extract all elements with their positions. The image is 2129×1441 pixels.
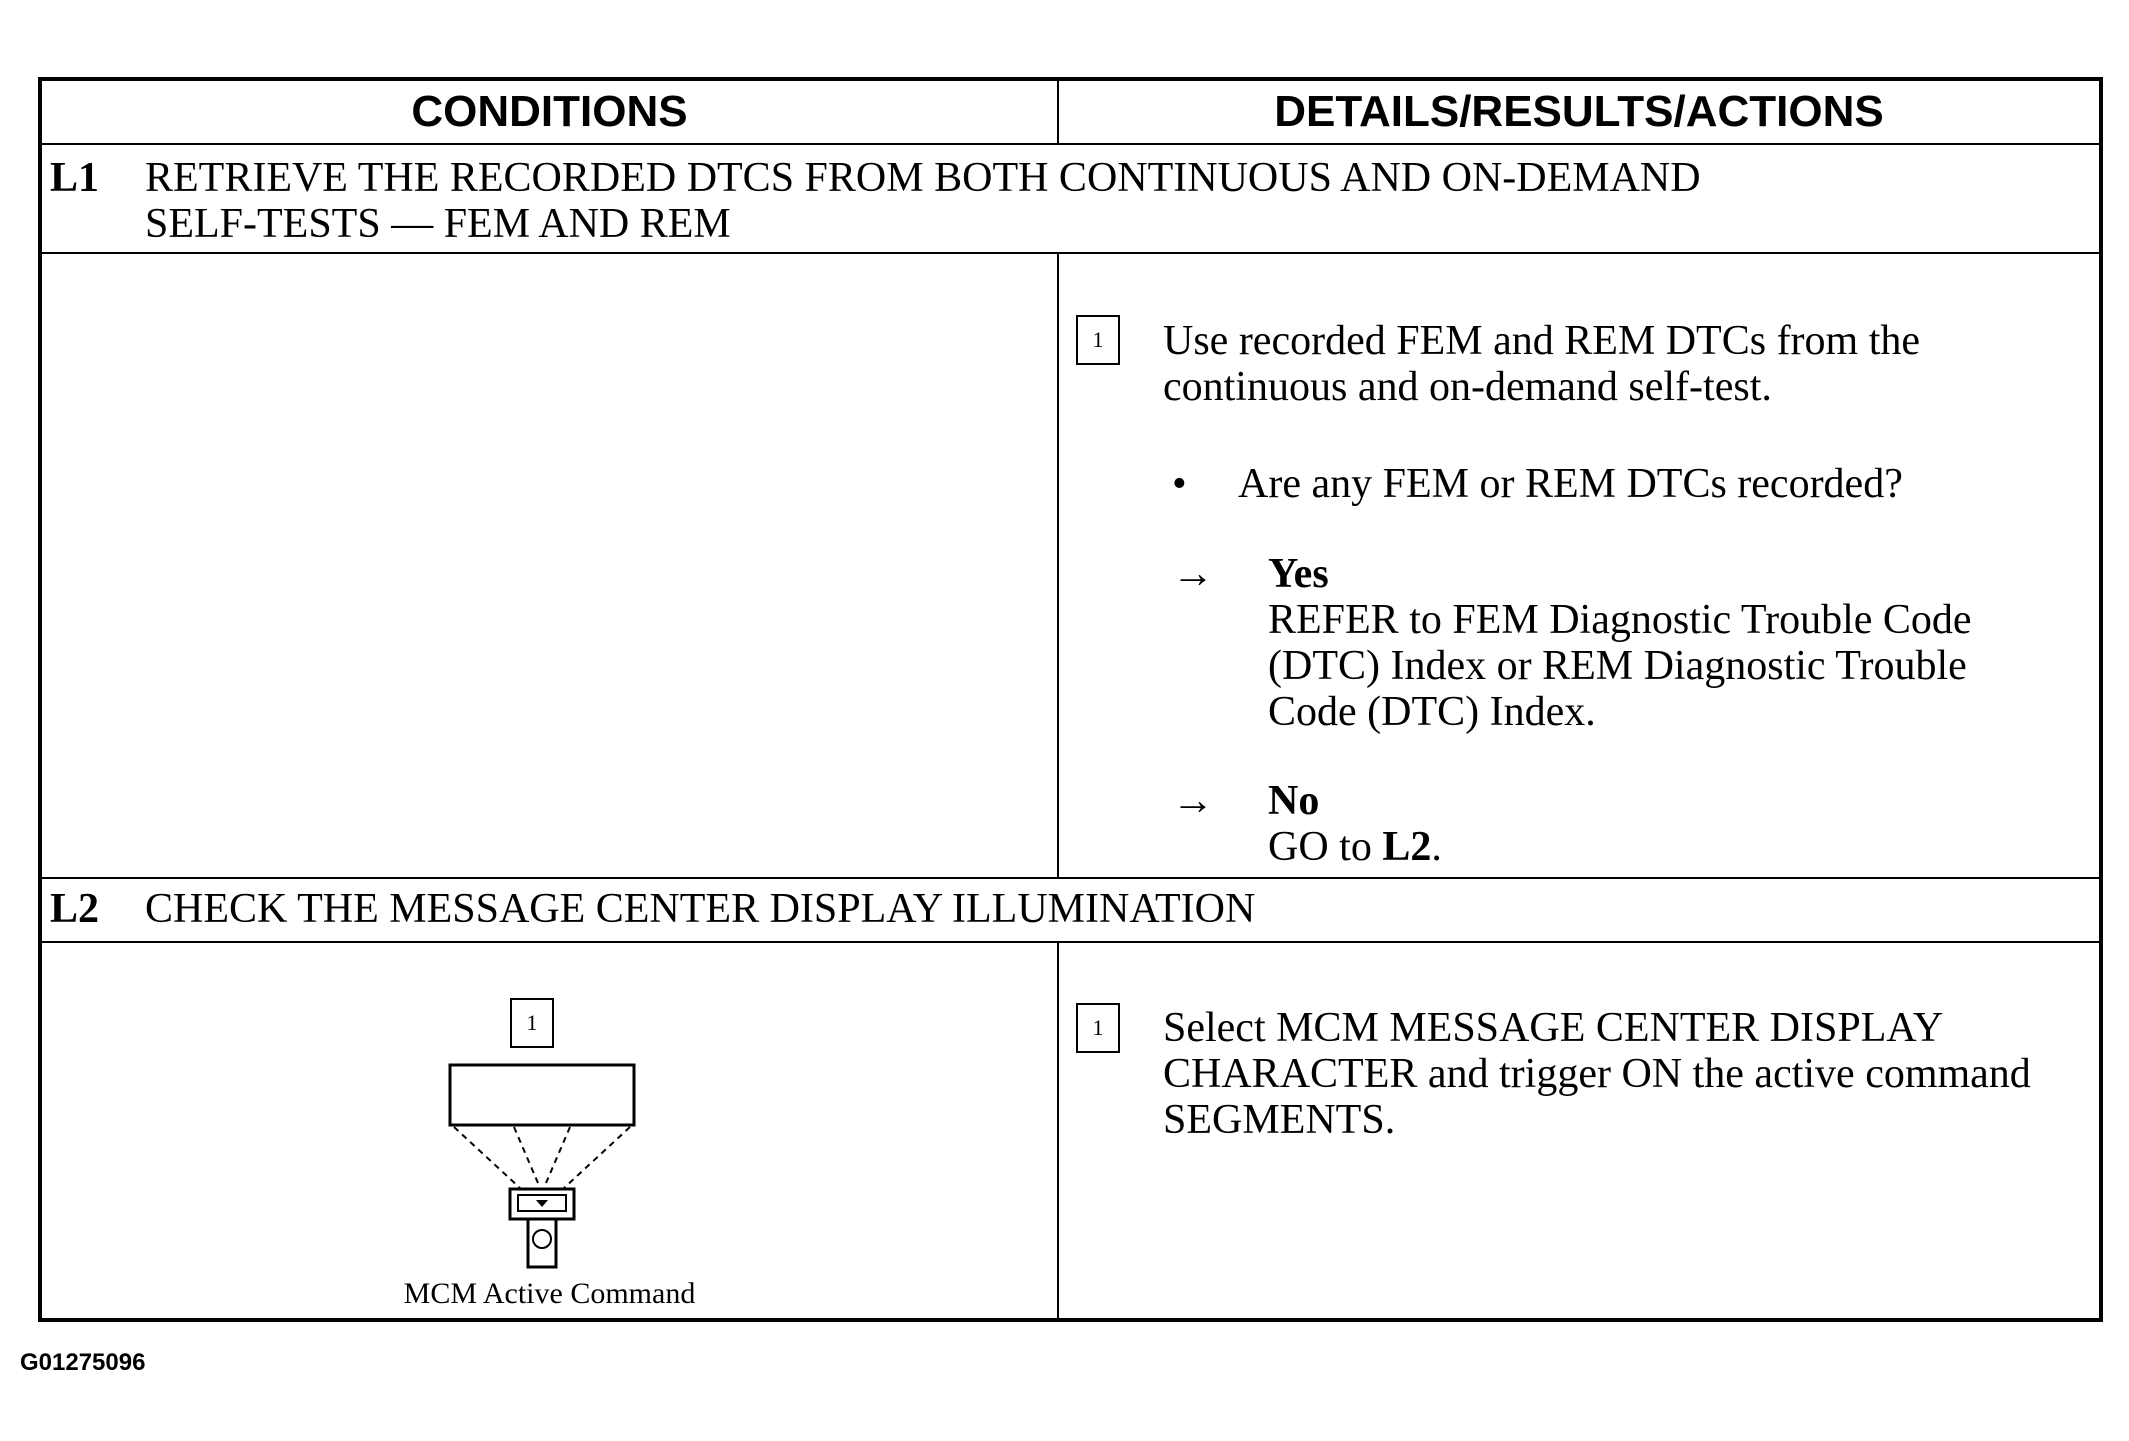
yes-line1: REFER to FEM Diagnostic Trouble Code	[1268, 597, 1972, 643]
no-action	[1268, 824, 1442, 870]
l2-top-divider	[42, 877, 2099, 879]
message-center-display-icon	[450, 1065, 634, 1125]
l2-title: CHECK THE MESSAGE CENTER DISPLAY ILLUMINATION	[145, 886, 1256, 932]
l2-step-number: 1	[1076, 1003, 1120, 1053]
l2-step-line3: SEGMENTS.	[1163, 1097, 1396, 1143]
l2-column-divider	[1057, 941, 1059, 1322]
l1-step-id: L1	[50, 155, 100, 201]
no-result	[1268, 778, 1442, 870]
l1-title-line1: RETRIEVE THE RECORDED DTCS FROM BOTH CONTINUOUS AND ON-DEMAND	[145, 155, 1701, 201]
yes-result	[1268, 551, 1972, 735]
no-action-suffix: .	[1431, 824, 1442, 870]
l1-step-number: 1	[1076, 315, 1120, 365]
l2-step-text	[1163, 1005, 2031, 1143]
arrow-right-icon: →	[1172, 778, 1214, 824]
yes-line2: (DTC) Index or REM Diagnostic Trouble	[1268, 643, 1967, 689]
l2-step-line1: Select MCM MESSAGE CENTER DISPLAY	[1163, 1005, 1944, 1051]
figure-id: G01275096	[20, 1349, 146, 1376]
no-action-prefix: GO to	[1268, 824, 1383, 870]
yes-label: Yes	[1268, 551, 1329, 597]
arrow-right-icon: →	[1172, 551, 1214, 597]
l2-title-divider	[42, 941, 2099, 943]
l1-question: Are any FEM or REM DTCs recorded?	[1238, 461, 1903, 507]
no-action-target: L2	[1382, 824, 1432, 870]
l1-title-line2: SELF-TESTS — FEM AND REM	[145, 201, 731, 247]
no-label: No	[1268, 778, 1320, 824]
l1-title	[145, 155, 1701, 247]
bullet-icon: •	[1172, 461, 1187, 507]
details-header: DETAILS/RESULTS/ACTIONS	[1274, 87, 1884, 136]
scan-tool-icon	[510, 1189, 574, 1267]
illustration-caption: MCM Active Command	[403, 1277, 696, 1310]
l1-step-text	[1163, 318, 1920, 410]
mcm-active-command-illustration	[442, 1061, 642, 1281]
l2-step-id: L2	[50, 886, 100, 932]
l1-step-line1: Use recorded FEM and REM DTCs from the	[1163, 318, 1921, 364]
diagnostic-table	[38, 77, 2103, 1322]
illustration-step-number: 1	[510, 998, 554, 1048]
header-divider	[42, 143, 2099, 145]
l1-step-line2: continuous and on-demand self-test.	[1163, 364, 1772, 410]
l2-step-line2: CHARACTER and trigger ON the active command	[1163, 1051, 2031, 1097]
yes-line3: Code (DTC) Index.	[1268, 689, 1596, 735]
l1-column-divider	[1057, 252, 1059, 877]
conditions-header: CONDITIONS	[411, 87, 688, 136]
l1-title-divider	[42, 252, 2099, 254]
